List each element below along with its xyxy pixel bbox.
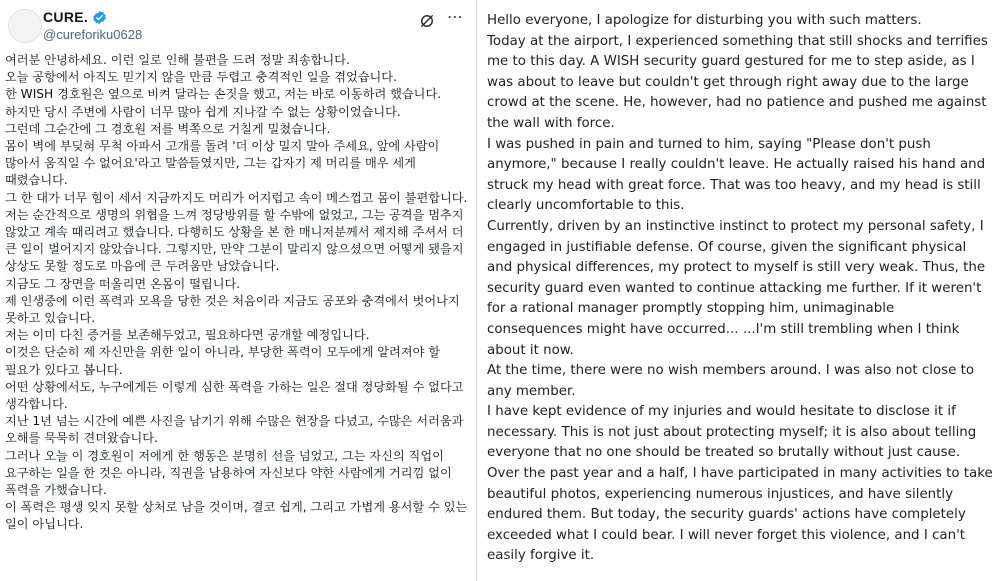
display-name[interactable]: CURE. (43, 9, 89, 25)
tweet-paragraph: 그 한 대가 너무 힘이 세서 지금까지도 머리가 어지럽고 속이 메스껍고 몸이 불편합니다. (5, 190, 468, 205)
avatar[interactable] (8, 9, 42, 43)
original-tweet-panel (0, 0, 476, 581)
tweet-paragraph: 저는 순간적으로 생명의 위협을 느껴 정당방위를 할 수밖에 없었고, 그는 공격을 멈추지 않았고 계속 때리려고 했습니다. 다행히도 상황을 본 한 매니저분께서 제지해 주셔서 더 큰 일이 벌어지지 않았습니다. 그렇지만, 만약 그분이 말리지 않으셨으면 어떻게 됐을지 상상도 못할 정도로 마음에 큰 두려움만 남았습니다. (5, 207, 464, 274)
more-options-icon[interactable]: ⋯ (447, 7, 463, 26)
tweet-paragraph: 여러분 안녕하세요. 이런 일로 인해 불편을 드려 정말 죄송합니다. (5, 53, 350, 67)
tweet-text (5, 52, 473, 534)
translation-paragraph: Hello everyone, I apologize for disturbing you with such matters. (487, 13, 922, 28)
grok-icon[interactable] (418, 12, 436, 30)
tweet-paragraph: 몸이 벽에 부딪혀 무척 아파서 고개를 돌려 '더 이상 밀지 말아 주세요, 앞에 사람이 많아서 움직일 수 없어요'라고 말씀들였지만, 그는 갑자기 제 머리를 매우 세게 때렸습니다. (5, 139, 440, 188)
user-handle[interactable]: @cureforiku0628 (43, 27, 143, 42)
tweet-paragraph: 그런데 그순간에 그 경호원 저를 벽쪽으로 거칠게 밀쳤습니다. (5, 121, 331, 136)
translation-text (487, 11, 993, 567)
translation-paragraph: I have kept evidence of my injuries and would hesitate to disclose it if necessary. This is not just about protecting myself; it is also about telling everyone that no one should be treated so brutally without just cause. (487, 404, 977, 461)
tweet-paragraph: 지금도 그 장면을 떠올리면 온몸이 떨립니다. (5, 276, 241, 291)
tweet-paragraph: 어떤 상황에서도, 누구에게든 이렇게 심한 폭력을 가하는 일은 절대 정당화될 수 없다고 생각합니다. (5, 379, 464, 412)
translation-paragraph: Today at the airport, I experienced something that still shocks and terrifies me to this day. A WISH security guard gestured for me to step aside, as I was about to leave but couldn't get through right away due to the large crowd at the scene. He, however, had no patience and pushed me against the wall with force. (487, 33, 988, 131)
tweet-paragraph: 한 WISH 경호원은 옆으로 비켜 달라는 손짓을 했고, 저는 바로 이동하려 했습니다. 하지만 당시 주변에 사람이 너무 많아 쉽게 지나갈 수 없는 상황이었습니다. (5, 87, 442, 119)
translation-panel (477, 0, 1000, 581)
tweet-paragraph: 제 인생중에 이런 폭력과 모욕을 당한 것은 처음이라 지금도 공포와 충격에서 벗어나지 못하고 있습니다. (5, 293, 460, 326)
translation-paragraph: I was pushed in pain and turned to him, saying "Please don't push anymore," because I really couldn't leave. He actually raised his hand and struck my head with great force. That was too heavy, and my head is still clearly uncomfortable to this. (487, 136, 986, 214)
tweet-paragraph: 오늘 공항에서 아직도 믿기지 않을 만큼 두렵고 충격적인 일을 겪었습니다. (5, 70, 397, 85)
tweet-paragraph: 그러나 오늘 이 경호원이 저에게 한 행동은 분명히 선을 넘었고, 그는 자신의 직업이 요구하는 일을 한 것은 아니라, 직권을 남용하여 자신보다 약한 사람에게 거리낌 없이 폭력을 가했습니다. (5, 448, 452, 498)
translation-paragraph: At the time, there were no wish members around. I was also not close to any member. (487, 363, 975, 399)
tweet-paragraph: 이것은 단순히 제 자신만을 위한 일이 아니라, 부당한 폭력이 모두에게 알려져야 할 필요가 있다고 봅니다. (5, 345, 441, 377)
verified-badge-icon (92, 10, 107, 25)
tweet-paragraph: 지난 1년 넘는 시간에 예쁜 사진을 남기기 위해 수많은 현장을 다녔고, 수많은 서러움과 오해를 묵묵히 견뎌왔습니다. (5, 414, 464, 446)
translation-paragraph: Over the past year and a half, I have participated in many activities to take beautiful photos, experiencing numerous injustices, and have silently endured them. But today, the security guards' actions have completely exceeded what I could bear. I will never forget this violence, and I can't easily forgive it. (487, 466, 993, 564)
tweet-paragraph: 저는 이미 다친 증거를 보존해두었고, 필요하다면 공개할 예정입니다. (5, 328, 370, 343)
translation-paragraph: Currently, driven by an instinctive instinct to protect my personal safety, I engaged in justifiable defense. Of course, given the significant physical and physical differences, my protect to myself is still very weak. Thus, the security guard even wanted to continue attacking me further. If it weren't for a rational manager promptly stopping him, unimaginable consequences might have occurred... ...I'm still trembling when I think about it now. (487, 218, 986, 358)
tweet-paragraph: 이 폭력은 평생 잊지 못할 상처로 남을 것이며, 결코 쉽게, 그리고 가볍게 용서할 수 있는 일이 아닙니다. (5, 500, 468, 532)
